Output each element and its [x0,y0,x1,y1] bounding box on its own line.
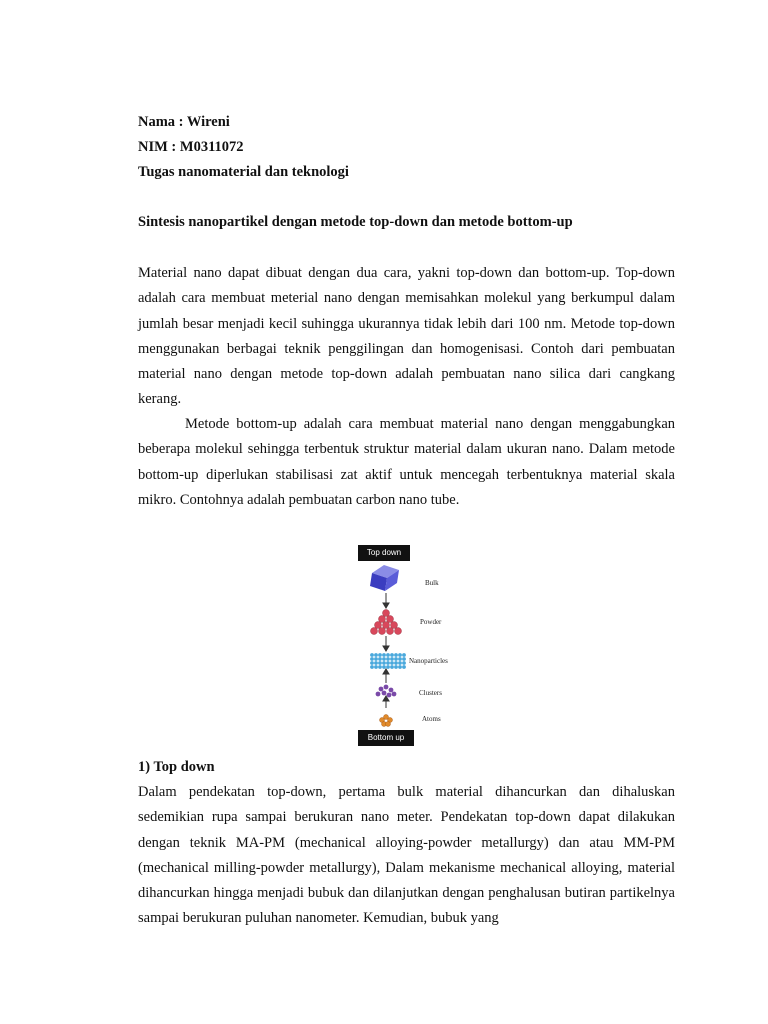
paragraph-top-down: Dalam pendekatan top-down, pertama bulk material dihancurkan dan dihaluskan sedemikian rupa sampai berukuran nano meter. Pendekatan top-down dapat dilakukan dengan teknik MA-PM (mechanical alloying-powder metallurgy) dan atau MM-PM (mechanical milling-powder metallurgy), Dalam mekanisme mechanical alloying, material dihancurkan hingga menjadi bubuk dan dilanjutkan dengan penghalusan butiran partikelnya sampai berukuran puluhan nanometer. Kemudian, bubuk yang [138,784,675,927]
section-heading-top-down: 1) Top down [138,759,215,775]
nanoparticles-label: Nanoparticles [409,657,448,665]
paragraph-intro: Material nano dapat dibuat dengan dua cara, yakni top-down dan bottom-up. Top-down adalah cara membuat meterial nano dengan memisahkan molekul yang berkumpul dalam jumlah besar menjadi kecil suhingga ukurannya tidak lebih dari 100 nm. Metode top-down menggunakan berbagai teknik penggilingan dan homogenisasi. Contoh dari pembuatan material nano dengan metode top-down adalah pembuatan nano silica dari cangkang kerang. [138,265,675,408]
atoms-label: Atoms [422,715,441,723]
bottom-up-tag: Bottom up [358,730,414,746]
figure-graphic [357,543,463,753]
student-name: Nama : Wireni [138,114,230,130]
top-down-tag: Top down [358,545,410,561]
clusters-label: Clusters [419,689,442,697]
document-title: Sintesis nanopartikel dengan metode top-down dan metode bottom-up [138,214,573,230]
paragraph-bottom-up: Metode bottom-up adalah cara membuat material nano dengan menggabungkan beberapa molekul sehingga terbentuk struktur material dalam ukuran nano. Dalam metode bottom-up diperlukan stabilisasi zat aktif untuk mencegah terbentuknya material skala mikro. Contohnya adalah pembuatan carbon nano tube. [138,416,675,508]
student-nim: NIM : M0311072 [138,139,244,155]
assignment-title: Tugas nanomaterial dan teknologi [138,164,349,180]
top-down-bottom-up-figure [357,543,463,753]
powder-label: Powder [420,618,442,626]
bulk-label: Bulk [425,579,439,587]
